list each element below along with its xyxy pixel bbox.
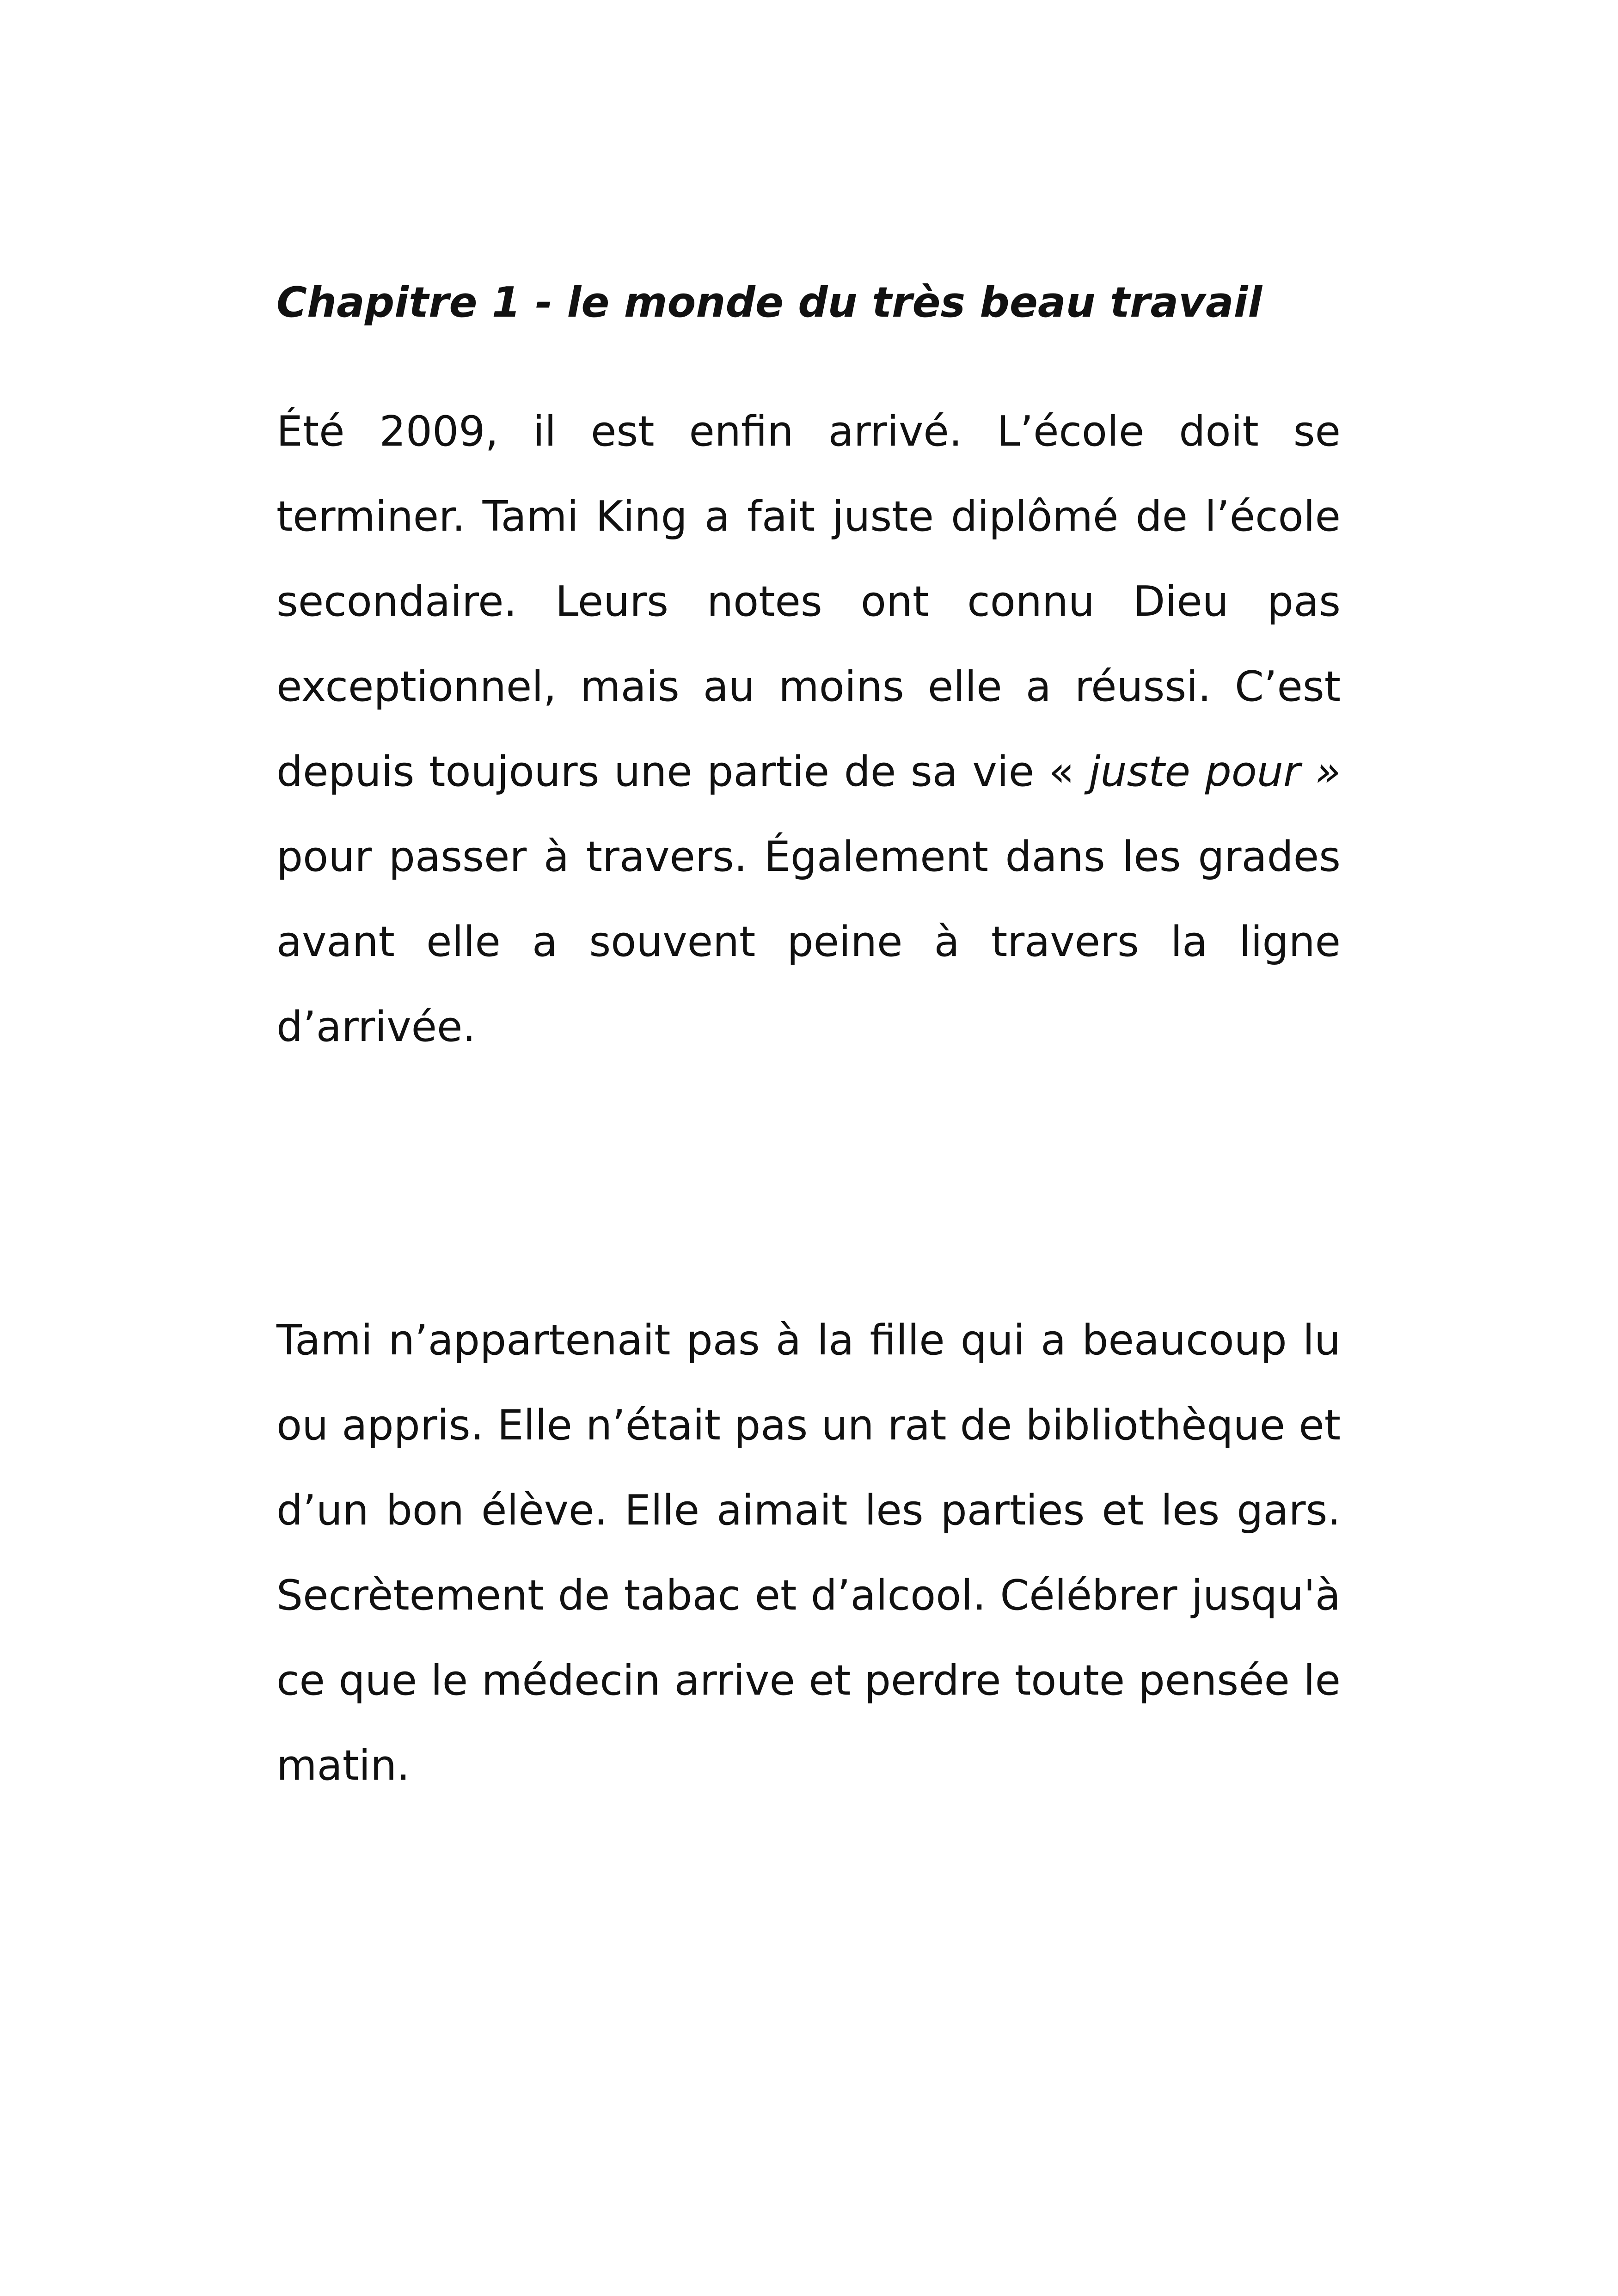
paragraph-1-italic-phrase: juste pour »	[1089, 747, 1341, 796]
paragraph-1	[276, 389, 1341, 1070]
paragraph-2: Tami n’appartenait pas à la fille qui a beaucoup lu ou appris. Elle n’était pas un rat de bibliothèque et d’un bon élève. Elle aimait les parties et les gars. Secrètement de tabac et d’alcool. Célébrer jusqu'à ce que le médecin arrive et perdre toute pensée le matin.	[276, 1316, 1341, 1790]
paragraph-1-text-start: Été 2009, il est enfin arrivé. L’école doit se terminer. Tami King a fait juste diplômé de l’école secondaire. Leurs notes ont connu Dieu pas exceptionnel, mais au moins elle a réussi. C’est depuis toujours une partie de sa vie «	[276, 407, 1341, 796]
page-content	[276, 273, 1341, 1808]
paragraph-1-text-end: pour passer à travers. Également dans les grades avant elle a souvent peine à travers la ligne d’arrivée.	[276, 833, 1341, 1051]
chapter-title: Chapitre 1 - le monde du très beau travail	[276, 278, 1263, 327]
